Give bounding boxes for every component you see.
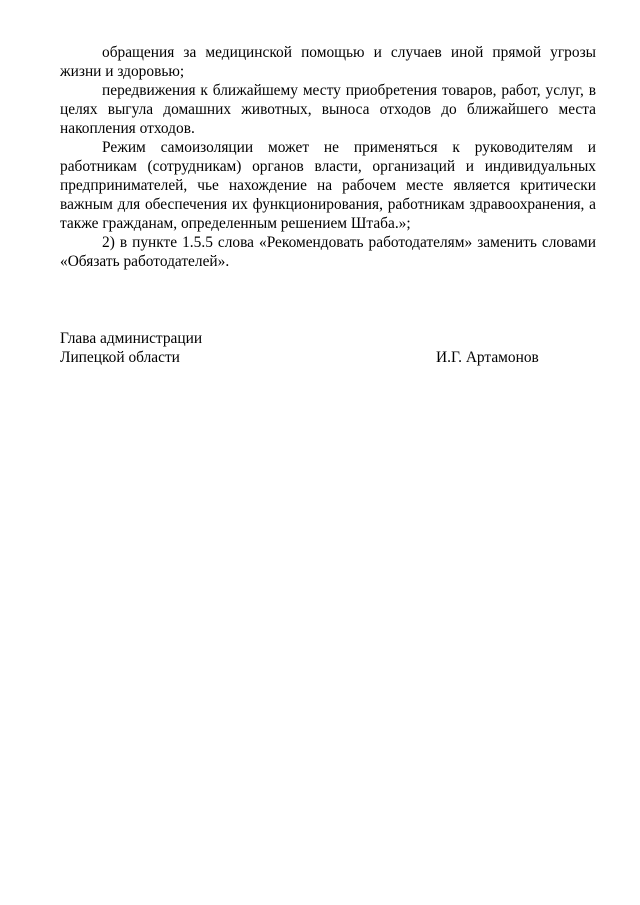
paragraph-medical-help: обращения за медицинской помощью и случаев иной прямой угрозы жизни и здоровью; [60, 44, 596, 80]
signature-line-1 [60, 329, 596, 348]
signatory-region: Липецкой области [60, 349, 180, 366]
signature-line-2 [60, 348, 596, 367]
document-body [60, 43, 596, 271]
paragraph-movement: передвижения к ближайшему месту приобретения товаров, работ, услуг, в целях выгула домашних животных, выноса отходов до ближайшего места накопления отходов. [60, 82, 596, 137]
paragraph-self-isolation: Режим самоизоляции может не применяться к руководителям и работникам (сотрудникам) органов власти, организаций и индивидуальных предпринимателей, чье нахождение на рабочем месте является критически важным для обеспечения их функционирования, работникам здравоохранения, а также гражданам, определенным решением Штаба.»; [60, 139, 596, 232]
paragraph-amendment: 2) в пункте 1.5.5 слова «Рекомендовать работодателям» заменить словами «Обязать работодателей». [60, 234, 596, 270]
signatory-position: Глава администрации [60, 330, 203, 347]
signature-block [60, 329, 596, 367]
signatory-name: И.Г. Артамонов [436, 349, 539, 366]
